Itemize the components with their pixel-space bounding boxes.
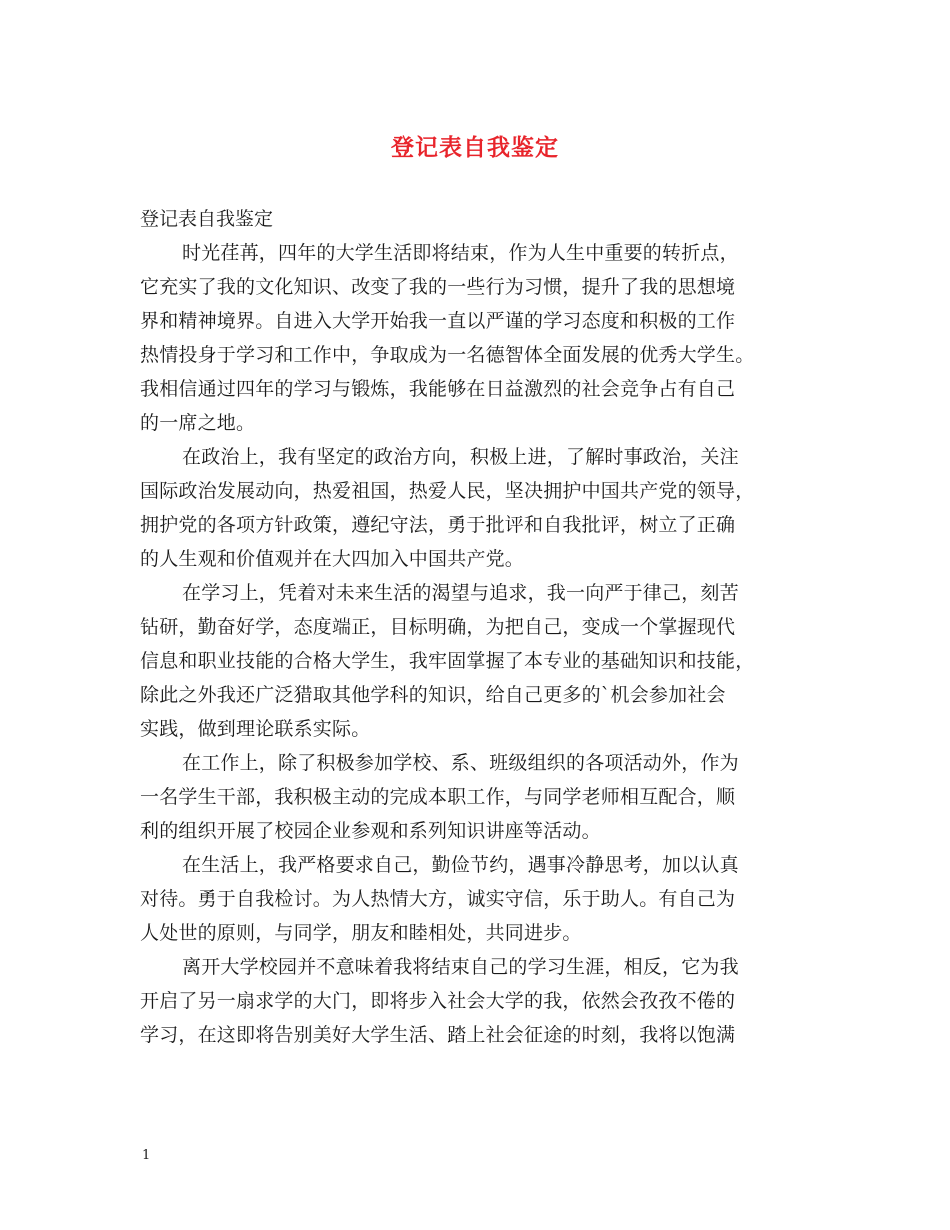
paragraph-work — [140, 746, 816, 848]
text-line: 在学习上，凭着对未来生活的渴望与追求，我一向严于律己，刻苦 — [182, 582, 739, 604]
text-line: 开启了另一扇求学的大门，即将步入社会大学的我，依然会孜孜不倦的 — [140, 990, 736, 1012]
text-line: 我相信通过四年的学习与锻炼，我能够在日益激烈的社会竞争占有自己 — [140, 378, 736, 400]
document-title: 登记表自我鉴定 — [391, 134, 559, 161]
text-line: 在工作上，除了积极参加学校、系、班级组织的各项活动外，作为 — [182, 752, 739, 774]
paragraph-future — [140, 950, 816, 1052]
text-line: 离开大学校园并不意味着我将结束自己的学习生涯，相反，它为我 — [182, 956, 739, 978]
text-line: 对待。勇于自我检讨。为人热情大方，诚实守信，乐于助人。有自己为 — [140, 888, 736, 910]
paragraph-intro — [140, 236, 816, 440]
text-line: 利的组织开展了校园企业参观和系列知识讲座等活动。 — [140, 820, 601, 842]
text-line: 拥护党的各项方针政策，遵纪守法，勇于批评和自我批评，树立了正确 — [140, 514, 736, 536]
text-line: 国际政治发展动向，热爱祖国，热爱人民，坚决拥护中国共产党的领导， — [140, 480, 755, 502]
document-body — [140, 202, 816, 1052]
text-line: 实践，做到理论联系实际。 — [140, 718, 371, 740]
text-line: 界和精神境界。自进入大学开始我一直以严谨的学习态度和积极的工作 — [140, 310, 736, 332]
text-line: 时光荏苒，四年的大学生活即将结束，作为人生中重要的转折点， — [182, 242, 739, 264]
section-subheading: 登记表自我鉴定 — [140, 208, 274, 230]
page-number: 1 — [142, 1148, 151, 1163]
text-line: 一名学生干部，我积极主动的完成本职工作，与同学老师相互配合，顺 — [140, 786, 736, 808]
text-line: 除此之外我还广泛猎取其他学科的知识，给自己更多的`机会参加社会 — [140, 684, 726, 706]
text-line: 在生活上，我严格要求自己，勤俭节约，遇事冷静思考，加以认真 — [182, 854, 739, 876]
text-line: 人处世的原则，与同学，朋友和睦相处，共同进步。 — [140, 922, 582, 944]
paragraph-life — [140, 848, 816, 950]
text-line: 信息和职业技能的合格大学生，我牢固掌握了本专业的基础知识和技能， — [140, 650, 755, 672]
paragraph-study — [140, 576, 816, 746]
paragraph-politics — [140, 440, 816, 576]
text-line: 的人生观和价值观并在大四加入中国共产党。 — [140, 548, 525, 570]
text-line: 的一席之地。 — [140, 412, 256, 434]
text-line: 热情投身于学习和工作中，争取成为一名德智体全面发展的优秀大学生。 — [140, 344, 755, 366]
text-line: 钻研，勤奋好学，态度端正，目标明确，为把自己，变成一个掌握现代 — [140, 616, 736, 638]
text-line: 在政治上，我有坚定的政治方向，积极上进，了解时事政治，关注 — [182, 446, 739, 468]
text-line: 它充实了我的文化知识、改变了我的一些行为习惯，提升了我的思想境 — [140, 276, 736, 298]
text-line: 学习，在这即将告别美好大学生活、踏上社会征途的时刻，我将以饱满 — [140, 1024, 736, 1046]
